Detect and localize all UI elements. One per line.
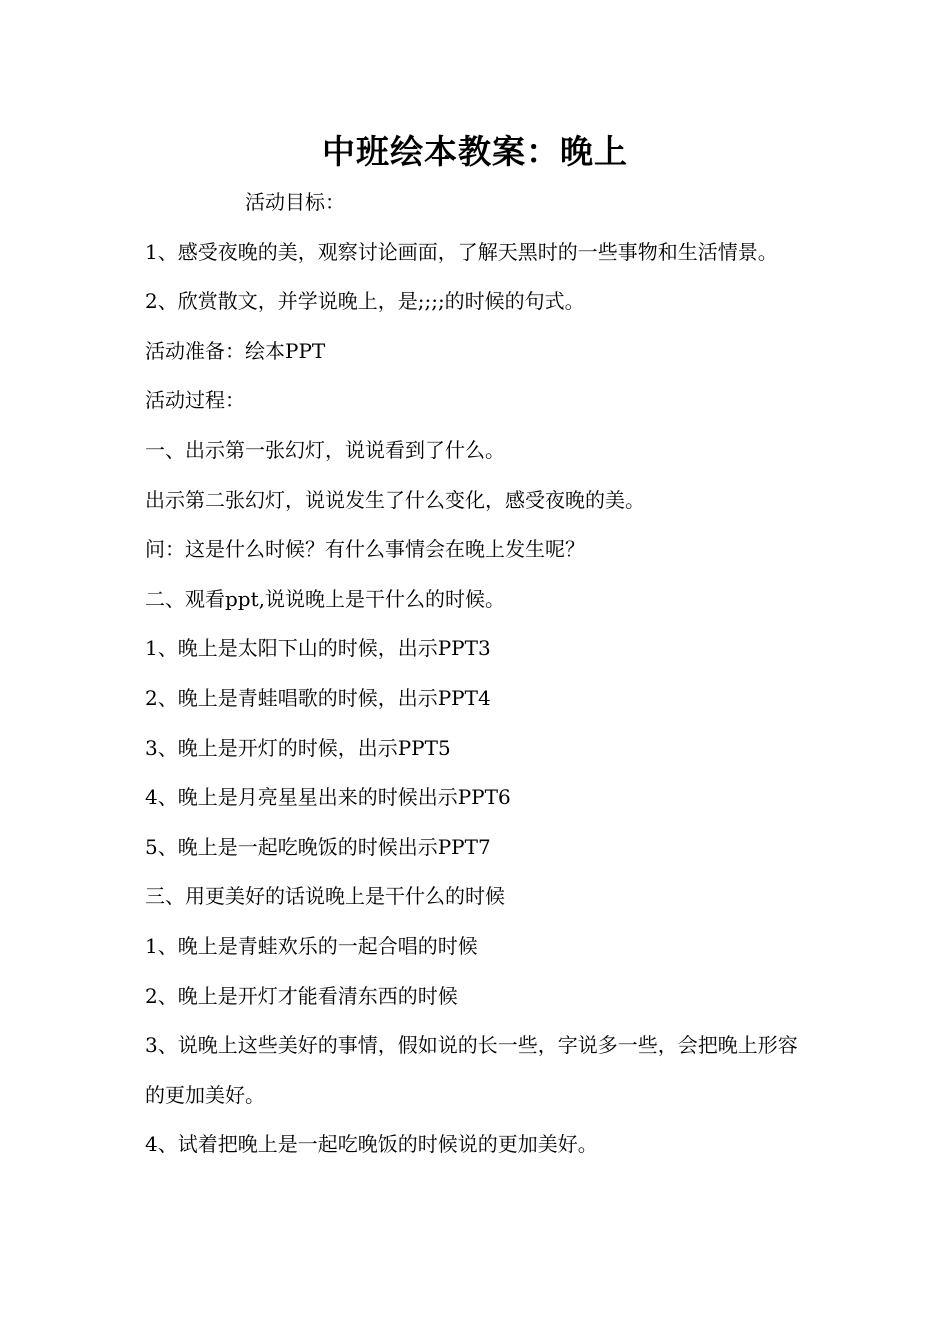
paragraph: 1、晚上是青蛙欢乐的一起合唱的时候 xyxy=(145,933,478,958)
paragraph: 二、观看ppt,说说晚上是干什么的时候。 xyxy=(145,586,505,611)
document-title: 中班绘本教案：晚上 xyxy=(322,132,628,171)
paragraph: 问：这是什么时候？有什么事情会在晚上发生呢？ xyxy=(145,537,585,562)
paragraph: 4、试着把晚上是一起吃晚饭的时候说的更加美好。 xyxy=(145,1132,598,1157)
paragraph: 2、晚上是青蛙唱歌的时候，出示PPT4 xyxy=(145,685,491,710)
paragraph: 三、用更美好的话说晚上是干什么的时候 xyxy=(145,884,505,909)
paragraph: 2、欣赏散文，并学说晚上，是;;;;的时候的句式。 xyxy=(145,289,585,314)
paragraph: 2、晚上是开灯才能看清东西的时候 xyxy=(145,983,458,1008)
paragraph: 1、感受夜晚的美，观察讨论画面，了解天黑时的一些事物和生活情景。 xyxy=(145,239,778,264)
document-body xyxy=(145,178,810,1170)
paragraph: 活动过程： xyxy=(145,388,245,413)
paragraph: 出示第二张幻灯，说说发生了什么变化，感受夜晚的美。 xyxy=(145,487,645,512)
paragraph: 3、说晚上这些美好的事情，假如说的长一些，字说多一些，会把晚上形容的更加美好。 xyxy=(145,1033,798,1107)
paragraph: 1、晚上是太阳下山的时候，出示PPT3 xyxy=(145,636,491,661)
paragraph: 活动准备：绘本PPT xyxy=(145,338,326,363)
paragraph: 3、晚上是开灯的时候，出示PPT5 xyxy=(145,735,451,760)
paragraph: 5、晚上是一起吃晚饭的时候出示PPT7 xyxy=(145,834,491,859)
section-heading-goals: 活动目标： xyxy=(245,190,345,214)
paragraph: 4、晚上是月亮星星出来的时候出示PPT6 xyxy=(145,785,511,810)
paragraph: 一、出示第一张幻灯，说说看到了什么。 xyxy=(145,437,505,462)
